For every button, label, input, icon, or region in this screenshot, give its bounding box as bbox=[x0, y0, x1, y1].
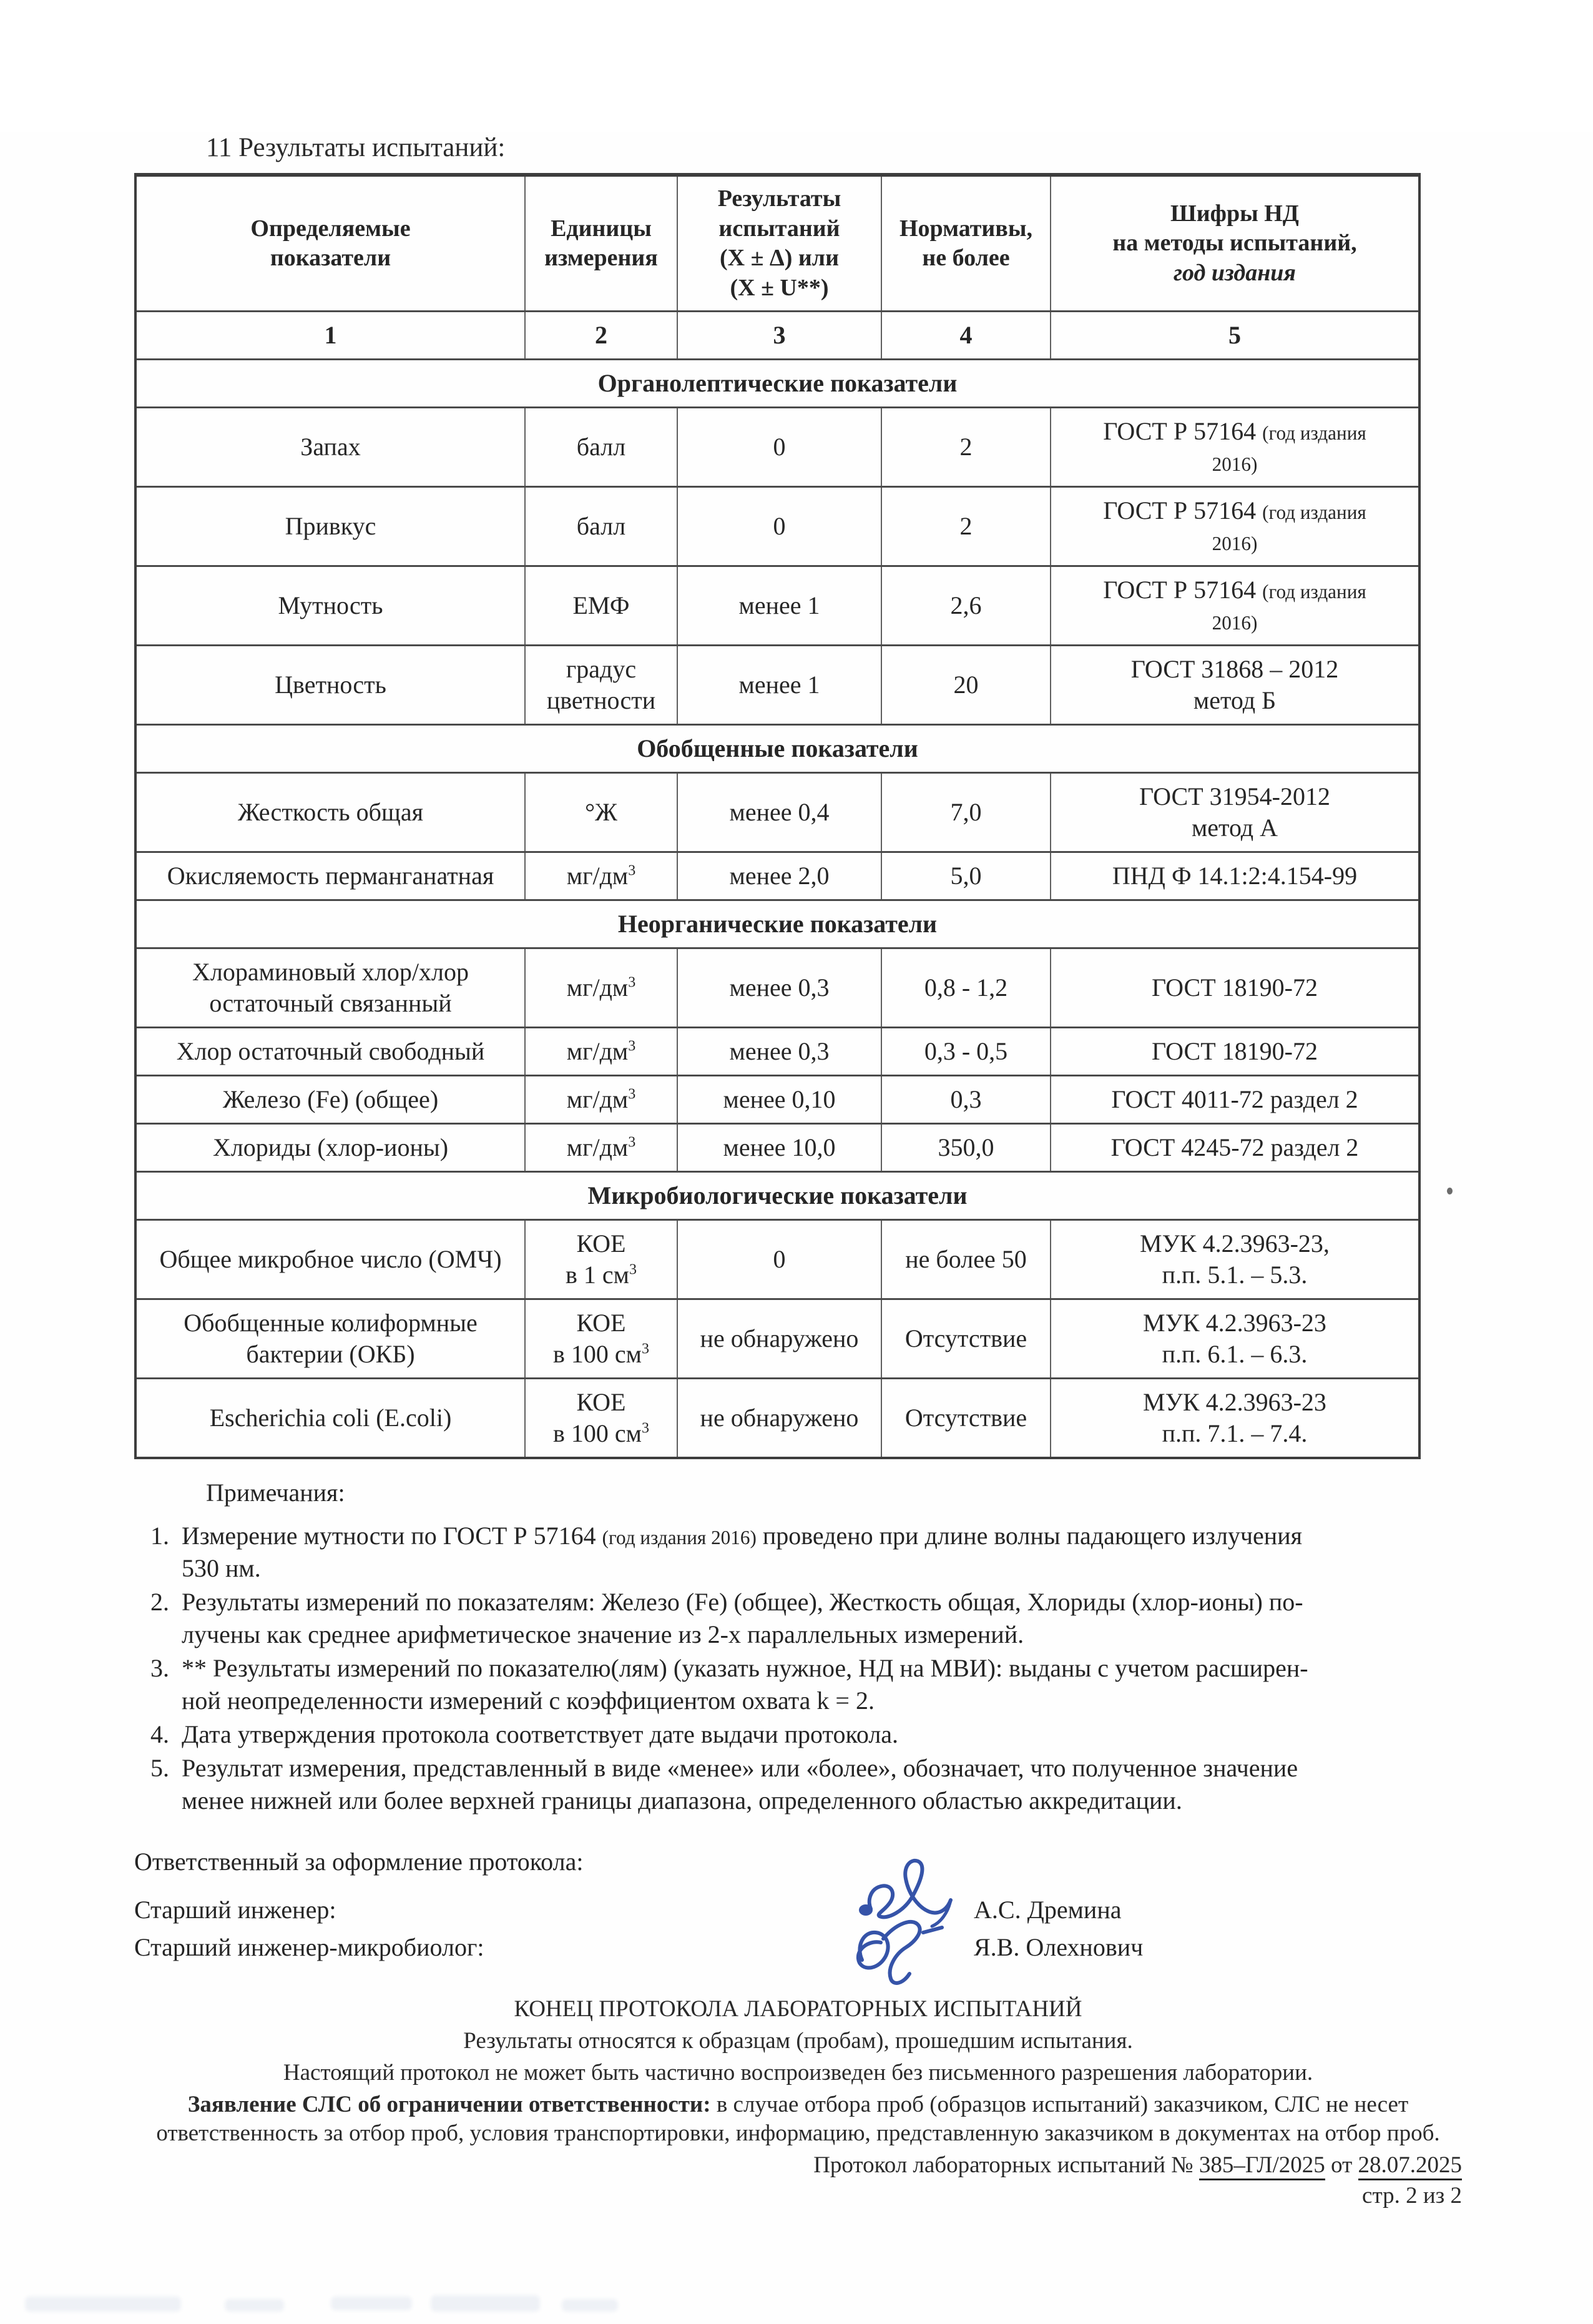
signer-row bbox=[134, 1895, 1462, 1933]
signer-row bbox=[134, 1933, 1462, 1970]
disclaimer-lead: Заявление СЛС об ограничении ответственности: bbox=[187, 2092, 711, 2118]
table-header-row bbox=[135, 175, 1419, 312]
column-number-1: 1 bbox=[135, 312, 525, 360]
note-item bbox=[134, 1752, 1462, 1817]
table-cell: Привкус bbox=[135, 487, 525, 566]
header-cell-2: Единицы измерения bbox=[525, 175, 677, 312]
table-cell: Хлориды (хлор-ионы) bbox=[135, 1124, 525, 1172]
table-cell: Цветность bbox=[135, 646, 525, 725]
note-text: Результаты измерений по показателям: Железо (Fe) (общее), Жесткость общая, Хлориды (хлор-ионы) по- лучены как среднее арифметическое значение из 2-х параллельных измерений. bbox=[182, 1588, 1303, 1648]
column-number-3: 3 bbox=[677, 312, 881, 360]
table-cell: КОЕ в 100 $см^3$ bbox=[525, 1299, 677, 1379]
table-cell: 0,3 - 0,5 bbox=[881, 1028, 1051, 1076]
section-row bbox=[135, 900, 1419, 948]
table-cell: градус цветности bbox=[525, 646, 677, 725]
table-row bbox=[135, 1299, 1419, 1379]
table-cell: менее 0,3 bbox=[677, 1028, 881, 1076]
table-cell: ГОСТ 4245-72 раздел 2 bbox=[1051, 1124, 1419, 1172]
table-cell: менее 0,3 bbox=[677, 948, 881, 1028]
table-row bbox=[135, 487, 1419, 566]
note-text: Дата утверждения протокола соответствует дате выдачи протокола. bbox=[182, 1720, 899, 1748]
table-row bbox=[135, 773, 1419, 852]
column-number-5: 5 bbox=[1051, 312, 1419, 360]
table-cell: Отсутствие bbox=[881, 1379, 1051, 1459]
header-cell-3: Результаты испытаний (Х ± Δ) или (Х ± U**) bbox=[677, 175, 881, 312]
table-cell: °Ж bbox=[525, 773, 677, 852]
table-cell: $мг/дм^3$ bbox=[525, 1124, 677, 1172]
table-cell: 0,8 - 1,2 bbox=[881, 948, 1051, 1028]
signer-name: Я.В. Олехнович bbox=[974, 1933, 1144, 1961]
section-row bbox=[135, 725, 1419, 773]
note-number: 3. bbox=[150, 1654, 169, 1682]
table-cell: менее 1 bbox=[677, 646, 881, 725]
table-cell: $мг/дм^3$ bbox=[525, 1076, 677, 1124]
table-cell: Запах bbox=[135, 408, 525, 487]
table-cell: менее 10,0 bbox=[677, 1124, 881, 1172]
protocol-date: 28.07.2025 bbox=[1358, 2152, 1463, 2180]
header-cell-4: Нормативы, не более bbox=[881, 175, 1051, 312]
header-cell-1: Определяемые показатели bbox=[135, 175, 525, 312]
note-item bbox=[134, 1520, 1462, 1585]
note-number: 2. bbox=[150, 1588, 169, 1616]
liability-disclaimer bbox=[134, 2090, 1462, 2147]
table-cell: 7,0 bbox=[881, 773, 1051, 852]
bleedthrough-artifact bbox=[331, 2297, 412, 2310]
bleedthrough-artifact bbox=[431, 2295, 540, 2312]
table-cell: Железо (Fe) (общее) bbox=[135, 1076, 525, 1124]
column-numbers-row bbox=[135, 312, 1419, 360]
protocol-number-line bbox=[134, 2151, 1462, 2179]
table-cell: 2 bbox=[881, 487, 1051, 566]
signers-block bbox=[134, 1895, 1462, 1970]
scanned-protocol-page bbox=[0, 132, 1593, 2324]
table-cell: 0,3 bbox=[881, 1076, 1051, 1124]
table-row bbox=[135, 852, 1419, 900]
table-cell: 20 bbox=[881, 646, 1051, 725]
signer-rows bbox=[134, 1895, 1462, 1970]
table-cell: КОЕ в 100 $см^3$ bbox=[525, 1379, 677, 1459]
results-table-body bbox=[135, 175, 1419, 1458]
table-cell: Обобщенные колиформные бактерии (ОКБ) bbox=[135, 1299, 525, 1379]
table-cell: ПНД Ф 14.1:2:4.154-99 bbox=[1051, 852, 1419, 900]
end-of-protocol-line: КОНЕЦ ПРОТОКОЛА ЛАБОРАТОРНЫХ ИСПЫТАНИЙ bbox=[514, 1996, 1082, 2022]
table-cell: КОЕ в 1 $см^3$ bbox=[525, 1220, 677, 1299]
table-cell: Окисляемость перманганатная bbox=[135, 852, 525, 900]
table-cell: $мг/дм^3$ bbox=[525, 1028, 677, 1076]
table-row bbox=[135, 408, 1419, 487]
table-cell: 350,0 bbox=[881, 1124, 1051, 1172]
table-cell: не обнаружено bbox=[677, 1299, 881, 1379]
header-cell-5: Шифры НД на методы испытаний, год издания bbox=[1051, 175, 1419, 312]
table-cell: Мутность bbox=[135, 566, 525, 646]
table-cell: Отсутствие bbox=[881, 1299, 1051, 1379]
table-cell: ГОСТ 4011-72 раздел 2 bbox=[1051, 1076, 1419, 1124]
table-cell: не обнаружено bbox=[677, 1379, 881, 1459]
table-row bbox=[135, 566, 1419, 646]
note-number: 4. bbox=[150, 1720, 169, 1748]
table-cell: Жесткость общая bbox=[135, 773, 525, 852]
table-cell: менее 0,10 bbox=[677, 1076, 881, 1124]
table-cell: ГОСТ Р 57164 (год издания 2016) bbox=[1051, 408, 1419, 487]
section-header: Обобщенные показатели bbox=[135, 725, 1419, 773]
table-cell: ГОСТ Р 57164 (год издания 2016) bbox=[1051, 566, 1419, 646]
table-cell: 0 bbox=[677, 1220, 881, 1299]
table-cell: балл bbox=[525, 408, 677, 487]
scan-dot-artifact bbox=[1447, 1188, 1453, 1194]
table-cell: 0 bbox=[677, 487, 881, 566]
section-header: Микробиологические показатели bbox=[135, 1172, 1419, 1220]
note-text: Результат измерения, представленный в виде «менее» или «более», обозначает, что полученное значение менее нижней или более верхней границы диапазона, определенного областью аккредитации. bbox=[182, 1754, 1298, 1814]
protocol-prefix: Протокол лабораторных испытаний № bbox=[813, 2152, 1199, 2178]
signer-name: А.С. Дремина bbox=[974, 1896, 1122, 1924]
section-row bbox=[135, 360, 1419, 408]
table-cell: ГОСТ 31868 – 2012 метод Б bbox=[1051, 646, 1419, 725]
results-table bbox=[134, 173, 1421, 1459]
table-row bbox=[135, 646, 1419, 725]
bleedthrough-artifact bbox=[225, 2299, 284, 2312]
protocol-number: 385–ГЛ/2025 bbox=[1199, 2152, 1325, 2180]
table-row bbox=[135, 1379, 1419, 1459]
responsible-label: Ответственный за оформление протокола: bbox=[134, 1848, 584, 1876]
table-cell: 5,0 bbox=[881, 852, 1051, 900]
note-item bbox=[134, 1718, 1462, 1751]
column-number-4: 4 bbox=[881, 312, 1051, 360]
section-header: Неорганические показатели bbox=[135, 900, 1419, 948]
table-cell: ГОСТ Р 57164 (год издания 2016) bbox=[1051, 487, 1419, 566]
page-number: стр. 2 из 2 bbox=[1362, 2182, 1462, 2208]
bleedthrough-artifact bbox=[562, 2299, 618, 2312]
notes-label: Примечания: bbox=[206, 1479, 345, 1507]
table-cell: ГОСТ 18190-72 bbox=[1051, 948, 1419, 1028]
table-cell: МУК 4.2.3963-23 п.п. 6.1. – 6.3. bbox=[1051, 1299, 1419, 1379]
note-item bbox=[134, 1652, 1462, 1717]
disclaimer-body: в случае отбора проб (образцов испытаний) заказчиком, СЛС не несет ответственность за отбор проб, условия транспортировки, информацию, представленную заказчиком в документах на отбор проб. bbox=[156, 2092, 1440, 2146]
table-row bbox=[135, 948, 1419, 1028]
note-number: 5. bbox=[150, 1754, 169, 1782]
table-cell: ГОСТ 31954-2012 метод А bbox=[1051, 773, 1419, 852]
table-cell: не более 50 bbox=[881, 1220, 1051, 1299]
table-cell: ГОСТ 18190-72 bbox=[1051, 1028, 1419, 1076]
table-cell: $мг/дм^3$ bbox=[525, 852, 677, 900]
section-row bbox=[135, 1172, 1419, 1220]
table-row bbox=[135, 1076, 1419, 1124]
table-cell: Хлор остаточный свободный bbox=[135, 1028, 525, 1076]
note-number: 1. bbox=[150, 1522, 169, 1550]
table-cell: менее 0,4 bbox=[677, 773, 881, 852]
table-row bbox=[135, 1028, 1419, 1076]
table-row bbox=[135, 1124, 1419, 1172]
table-cell: ЕМФ bbox=[525, 566, 677, 646]
notes-list bbox=[134, 1520, 1462, 1817]
table-cell: Escherichia coli (E.coli) bbox=[135, 1379, 525, 1459]
table-cell: 2 bbox=[881, 408, 1051, 487]
reproduction-line: Настоящий протокол не может быть частично воспроизведен без письменного разрешения лаборатории. bbox=[283, 2060, 1313, 2086]
signer-role: Старший инженер-микробиолог: bbox=[134, 1933, 484, 1961]
table-row bbox=[135, 1220, 1419, 1299]
table-cell: МУК 4.2.3963-23 п.п. 7.1. – 7.4. bbox=[1051, 1379, 1419, 1459]
page-title: 11 Результаты испытаний: bbox=[206, 133, 506, 162]
bleedthrough-artifact bbox=[25, 2297, 181, 2312]
table-cell: $мг/дм^3$ bbox=[525, 948, 677, 1028]
results-apply-line: Результаты относятся к образцам (пробам), прошедшим испытания. bbox=[463, 2028, 1133, 2054]
table-cell: менее 2,0 bbox=[677, 852, 881, 900]
table-cell: Общее микробное число (ОМЧ) bbox=[135, 1220, 525, 1299]
signer-role: Старший инженер: bbox=[134, 1896, 336, 1924]
column-number-2: 2 bbox=[525, 312, 677, 360]
protocol-mid: от bbox=[1325, 2152, 1358, 2178]
note-item bbox=[134, 1586, 1462, 1651]
note-text: Измерение мутности по ГОСТ Р 57164 (год издания 2016) проведено при длине волны падающего излучения 530 нм. bbox=[182, 1522, 1303, 1582]
table-cell: 0 bbox=[677, 408, 881, 487]
table-cell: менее 1 bbox=[677, 566, 881, 646]
footer bbox=[134, 1995, 1462, 2210]
table-cell: 2,6 bbox=[881, 566, 1051, 646]
section-header: Органолептические показатели bbox=[135, 360, 1419, 408]
table-cell: Хлораминовый хлор/хлор остаточный связанный bbox=[135, 948, 525, 1028]
table-cell: МУК 4.2.3963-23, п.п. 5.1. – 5.3. bbox=[1051, 1220, 1419, 1299]
table-cell: балл bbox=[525, 487, 677, 566]
note-text: ** Результаты измерений по показателю(лям) (указать нужное, НД на МВИ): выданы с учетом расширен- ной неопределенности измерений с коэффициентом охвата k = 2. bbox=[182, 1654, 1308, 1715]
